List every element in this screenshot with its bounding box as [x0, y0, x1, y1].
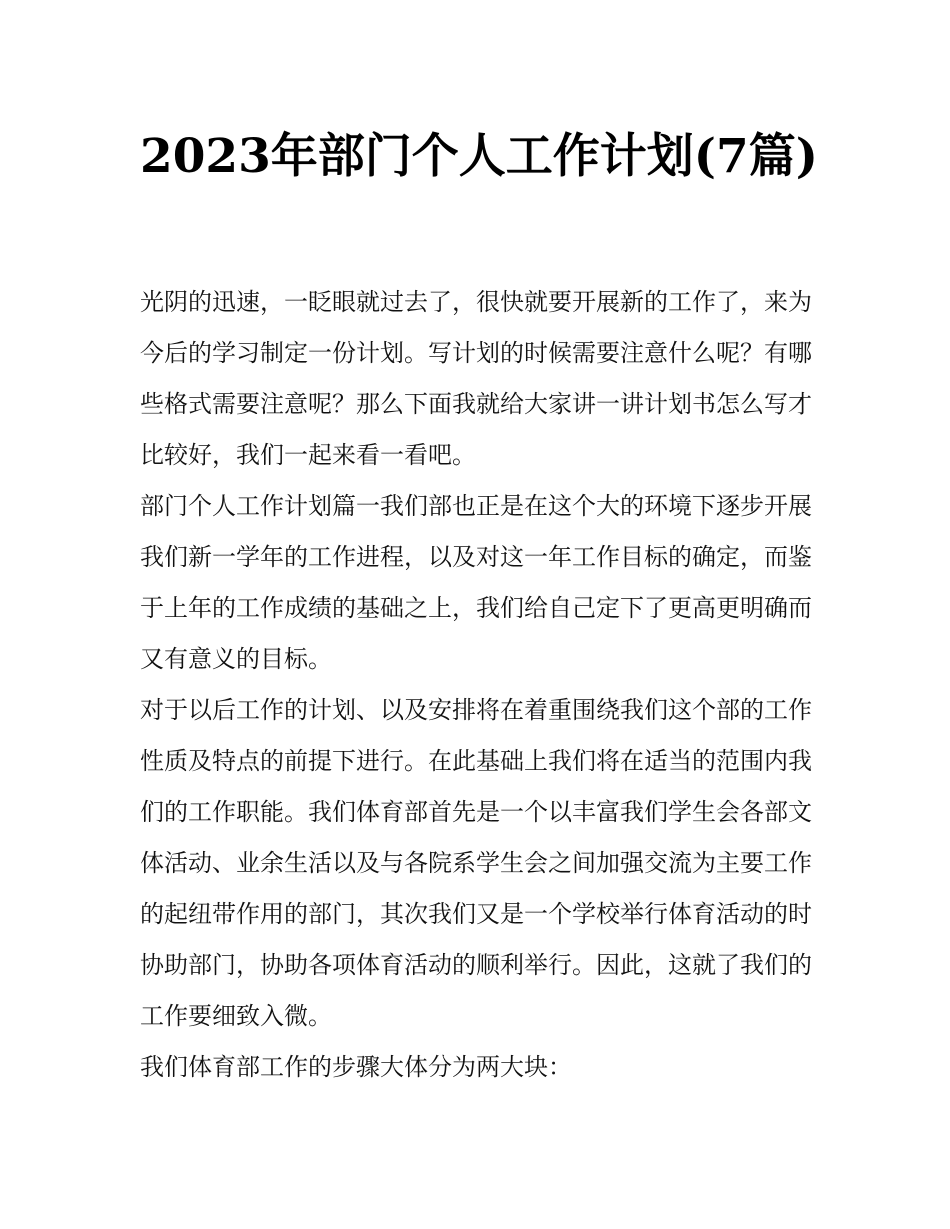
document-body	[140, 277, 816, 1093]
paragraph-work-nature: 对于以后工作的计划、以及安排将在着重围绕我们这个部的工作性质及特点的前提下进行。在此基础上我们将在适当的范围内我们的工作职能。我们体育部首先是一个以丰富我们学生会各部文体活动、业余生活以及与各院系学生会之间加强交流为主要工作的起纽带作用的部门，其次我们又是一个学校举行体育活动的时协助部门，协助各项体育活动的顺利举行。因此，这就了我们的工作要细致入微。	[140, 696, 812, 1030]
document-title: 2023年部门个人工作计划(7篇)	[140, 129, 818, 184]
paragraph-intro: 光阴的迅速，一眨眼就过去了，很快就要开展新的工作了，来为今后的学习制定一份计划。写计划的时候需要注意什么呢？有哪些格式需要注意呢？那么下面我就给大家讲一讲计划书怎么写才比较好，我们一起来看一看吧。	[140, 288, 812, 469]
paragraph-steps: 我们体育部工作的步骤大体分为两大块：	[140, 1053, 572, 1081]
paragraph-plan-one: 部门个人工作计划篇一我们部也正是在这个大的环境下逐步开展我们新一学年的工作进程，以及对这一年工作目标的确定，而鉴于上年的工作成绩的基础之上，我们给自己定下了更高更明确而又有意义的目标。	[140, 492, 812, 673]
